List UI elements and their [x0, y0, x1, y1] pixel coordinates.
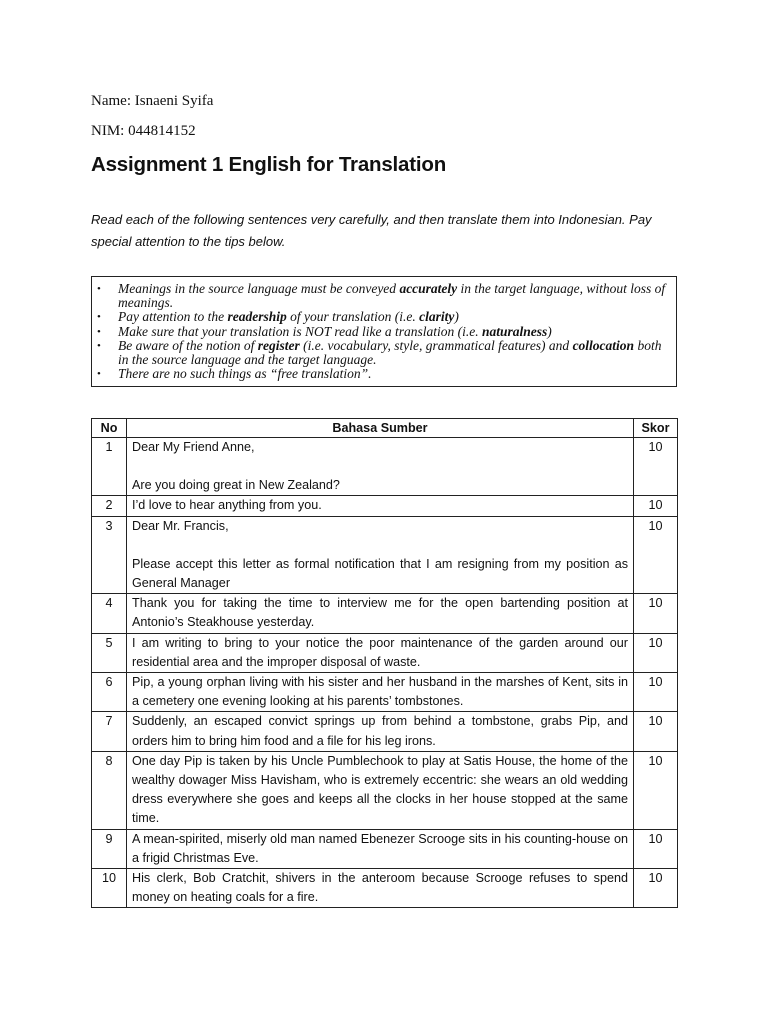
tip-emphasis: clarity [419, 309, 455, 325]
table-row [92, 438, 678, 496]
row-score: 10 [634, 869, 678, 908]
row-score: 10 [634, 751, 678, 829]
source-sentences-table [91, 418, 678, 908]
source-text-cell [127, 673, 634, 712]
row-score: 10 [634, 594, 678, 633]
tip-item [97, 323, 668, 339]
instructions-text: Read each of the following sentences very carefully, and then translate them into Indonesian. Pay special attention to the tips below. [91, 212, 652, 249]
assignment-title: Assignment 1 English for Translation [91, 153, 447, 176]
bullet-icon: • [97, 339, 101, 352]
row-number: 7 [92, 712, 127, 751]
row-number: 9 [92, 829, 127, 868]
tip-text: Pay attention to the [118, 309, 228, 325]
tip-text: (i.e. vocabulary, style, grammatical features) and [299, 337, 573, 353]
tips-list [92, 277, 676, 381]
header-source: Bahasa Sumber [127, 419, 634, 438]
source-text-cell [127, 516, 634, 594]
header-score: Skor [634, 419, 678, 438]
row-score: 10 [634, 633, 678, 672]
tip-text: ) [454, 309, 459, 325]
bullet-icon: • [97, 325, 101, 338]
row-number: 6 [92, 673, 127, 712]
source-text-cell [127, 438, 634, 496]
source-sentence: I’d love to hear anything from you. [132, 498, 322, 513]
tip-text: of your translation (i.e. [286, 309, 420, 325]
tip-emphasis: naturalness [482, 323, 548, 339]
tip-emphasis: accurately [399, 281, 458, 296]
tip-item [97, 309, 668, 325]
source-sentence: Suddenly, an escaped convict springs up from behind a tombstone, grabs Pip, and orders him to bring him food and a file for his leg irons. [132, 714, 628, 748]
source-text-cell [127, 751, 634, 829]
row-number: 3 [92, 516, 127, 594]
student-nim: NIM: 044814152 [91, 123, 196, 139]
source-text-cell [127, 633, 634, 672]
bullet-icon: • [97, 311, 101, 324]
table-row [92, 633, 678, 672]
tip-text: Be aware of the notion of [118, 337, 258, 353]
table-row [92, 751, 678, 829]
row-number: 8 [92, 751, 127, 829]
bullet-icon: • [97, 368, 101, 381]
tip-text: Meanings in the source language must be conveyed [118, 281, 400, 296]
row-score: 10 [634, 438, 678, 496]
row-score: 10 [634, 829, 678, 868]
table-row [92, 829, 678, 868]
row-score: 10 [634, 673, 678, 712]
source-sentence: His clerk, Bob Cratchit, shivers in the anteroom because Scrooge refuses to spend money on heating coals for a fire. [132, 871, 628, 905]
source-sentence: Pip, a young orphan living with his sister and her husband in the marshes of Kent, sits in a cemetery one evening looking at his parents’ tombstones. [132, 675, 628, 709]
row-number: 2 [92, 496, 127, 516]
table-header-row [92, 419, 678, 438]
source-text-cell [127, 829, 634, 868]
source-sentence: Are you doing great in New Zealand? [132, 478, 340, 493]
tip-text: Make sure that your translation is NOT read like a translation (i.e. [118, 323, 482, 339]
tip-text: both in the source language and the target language. [118, 337, 662, 368]
source-text-cell [127, 869, 634, 908]
source-sentence: Dear Mr. Francis, [132, 518, 229, 533]
tips-box [91, 276, 677, 387]
tip-text: in the target language, without loss of meanings. [118, 281, 666, 311]
table-body [92, 438, 678, 908]
source-sentence: Thank you for taking the time to interview me for the open bartending position at Antonio’s Steakhouse yesterday. [132, 596, 628, 630]
tip-item [97, 281, 668, 311]
row-number: 5 [92, 633, 127, 672]
table-row [92, 673, 678, 712]
row-score: 10 [634, 712, 678, 751]
tip-text: There are no such things as “free translation”. [118, 366, 372, 382]
tip-emphasis: collocation [572, 337, 635, 353]
source-text-cell [127, 712, 634, 751]
source-text-cell [127, 496, 634, 516]
row-number: 4 [92, 594, 127, 633]
source-sentence: I am writing to bring to your notice the poor maintenance of the garden around our residential area and the improper disposal of waste. [132, 635, 628, 669]
table-row [92, 594, 678, 633]
row-number: 1 [92, 438, 127, 496]
tip-item [97, 366, 668, 382]
tip-emphasis: register [257, 337, 300, 353]
row-score: 10 [634, 496, 678, 516]
table-row [92, 516, 678, 594]
table-row [92, 496, 678, 516]
row-number: 10 [92, 869, 127, 908]
table-row [92, 712, 678, 751]
source-sentence: Please accept this letter as formal notification that I am resigning from my position as General Manager [132, 556, 628, 591]
tip-emphasis: readership [227, 309, 287, 325]
source-text-cell [127, 594, 634, 633]
source-sentence: A mean-spirited, miserly old man named Ebenezer Scrooge sits in his counting-house on a frigid Christmas Eve. [132, 831, 628, 865]
bullet-icon: • [97, 283, 101, 295]
source-sentence: Dear My Friend Anne, [132, 440, 255, 454]
source-sentence: One day Pip is taken by his Uncle Pumblechook to play at Satis House, the home of the wealthy dowager Miss Havisham, who is extremely eccentric: she wears an old wedding dress everywhere she goes and keeps all the clocks in her house stopped at the same time. [132, 753, 628, 826]
row-score: 10 [634, 516, 678, 594]
table-row [92, 869, 678, 908]
tip-item [97, 337, 668, 368]
header-no: No [92, 419, 127, 438]
tip-text: ) [547, 323, 552, 339]
student-name: Name: Isnaeni Syifa [91, 93, 214, 109]
